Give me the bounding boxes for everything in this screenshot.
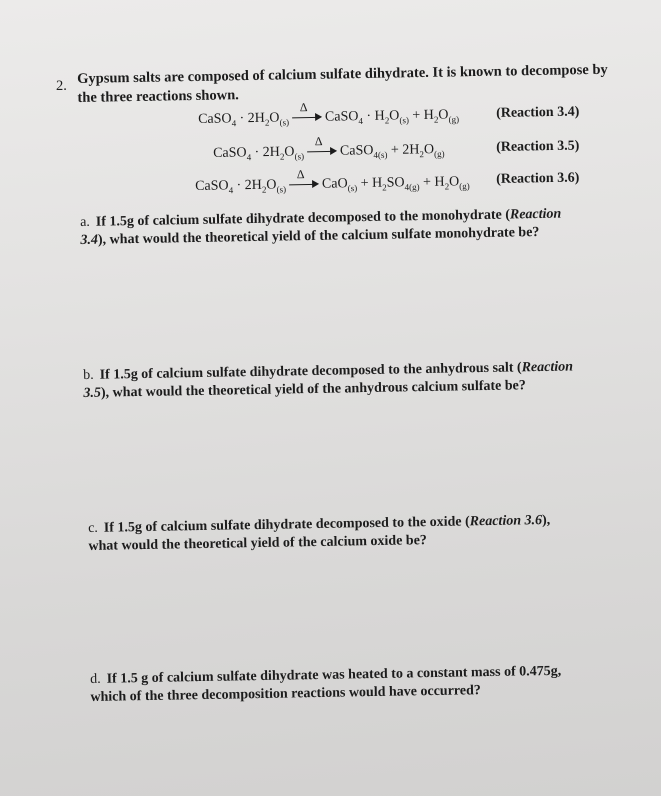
product-subscript: 2: [419, 149, 425, 160]
reaction-3-5-equation: [213, 133, 445, 163]
part-b-letter: b.: [83, 367, 94, 383]
reactant-subscript: 4: [246, 152, 252, 163]
reactant-formula: CaSO: [213, 145, 247, 161]
heat-symbol: Δ: [314, 133, 323, 149]
product-term: O: [438, 107, 449, 123]
reactant-formula: CaSO: [195, 178, 229, 194]
product-term: CaSO: [339, 143, 374, 159]
product-subscript: (s): [347, 182, 358, 194]
reactant-water: · 2H: [250, 144, 280, 161]
part-a-text-pre: If 1.5g of calcium sulfate dihydrate decomposed to the monohydrate (: [95, 207, 511, 230]
part-c-text-pre: If 1.5g of calcium sulfate dihydrate decomposed to the oxide (: [103, 514, 470, 536]
heat-arrow-icon: [307, 133, 337, 158]
part-d-letter: d.: [90, 671, 101, 687]
part-b-text-pre: If 1.5g of calcium sulfate dihydrate decomposed to the anhydrous salt (: [99, 360, 522, 383]
reactant-state: (s): [276, 184, 287, 195]
reactant-state: (s): [294, 151, 305, 162]
part-c-question: [88, 512, 569, 556]
reactant-subscript: 2: [264, 117, 270, 128]
product-term: SO: [386, 175, 405, 191]
part-c-letter: c.: [88, 520, 98, 536]
product-term: · H: [362, 108, 385, 125]
product-subscript: 4(g): [404, 181, 420, 193]
reaction-3-5-label: (Reaction 3.5): [496, 138, 580, 155]
part-d-question: [90, 663, 571, 707]
part-c-text-post: ), what would the theoretical yield of the calcium oxide be?: [88, 512, 551, 554]
part-c-reaction-ref: Reaction 3.6: [469, 513, 543, 530]
part-a-reaction-ref: Reaction 3.4: [80, 206, 562, 248]
product-subscript: 4(s): [373, 149, 388, 160]
product-subscript: 4: [358, 115, 364, 126]
product-subscript: (g): [434, 148, 445, 159]
question-number: 2.: [56, 78, 67, 94]
product-subscript: (g): [459, 181, 470, 192]
reactant-state: (s): [279, 117, 290, 128]
reaction-3-6-equation: [195, 166, 470, 196]
part-b-question: [83, 358, 574, 403]
reactant-water: · 2H: [235, 110, 265, 127]
product-subscript: 2: [382, 182, 387, 193]
product-term: O: [423, 142, 435, 158]
question-intro: Gypsum salts are composed of calcium sulfate dihydrate. It is known to decompose by the three reactions shown.: [77, 61, 608, 106]
product-subscript: (s): [399, 115, 409, 126]
reactant-subscript: 2: [279, 151, 285, 162]
heat-arrow-icon: [292, 99, 322, 124]
reactant-oxygen: O: [266, 177, 277, 193]
product-term: O: [389, 108, 400, 124]
heat-symbol: Δ: [299, 99, 308, 115]
reactant-water: · 2H: [232, 177, 262, 194]
reactant-subscript: 4: [231, 118, 237, 129]
product-term: + H: [408, 107, 434, 124]
reaction-3-4-equation: [198, 99, 460, 129]
part-d-text: If 1.5 g of calcium sulfate dihydrate was heated to a constant mass of 0.475g, which of the three decomposition reactions would have occurred?: [90, 663, 562, 705]
reactant-subscript: 4: [228, 185, 234, 196]
product-term: CaO: [321, 176, 348, 192]
reactant-oxygen: O: [284, 144, 295, 160]
product-subscript: 2: [384, 115, 390, 126]
heat-symbol: Δ: [296, 166, 305, 182]
product-subscript: 2: [444, 181, 450, 192]
product-term: + H: [419, 174, 445, 191]
product-subscript: (g): [448, 114, 460, 125]
reactant-subscript: 2: [261, 184, 267, 195]
heat-arrow-icon: [289, 166, 319, 191]
product-term: + H: [357, 175, 383, 192]
part-b-text-post: ), what would the theoretical yield of the anhydrous calcium sulfate be?: [100, 378, 526, 401]
product-term: CaSO: [324, 109, 359, 125]
reaction-3-6-label: (Reaction 3.6): [496, 170, 580, 187]
product-subscript: 2: [433, 114, 439, 125]
part-a-letter: a.: [80, 214, 90, 230]
reactant-formula: CaSO: [198, 111, 232, 127]
part-b-reaction-ref: Reaction 3.5: [83, 359, 574, 401]
part-a-text-post: ), what would the theoretical yield of the calcium sulfate monohydrate be?: [97, 224, 540, 248]
reaction-3-4-label: (Reaction 3.4): [496, 104, 580, 121]
reactant-oxygen: O: [269, 110, 280, 126]
part-a-question: [80, 205, 571, 250]
product-term: O: [448, 174, 460, 190]
product-term: + 2H: [387, 142, 420, 158]
